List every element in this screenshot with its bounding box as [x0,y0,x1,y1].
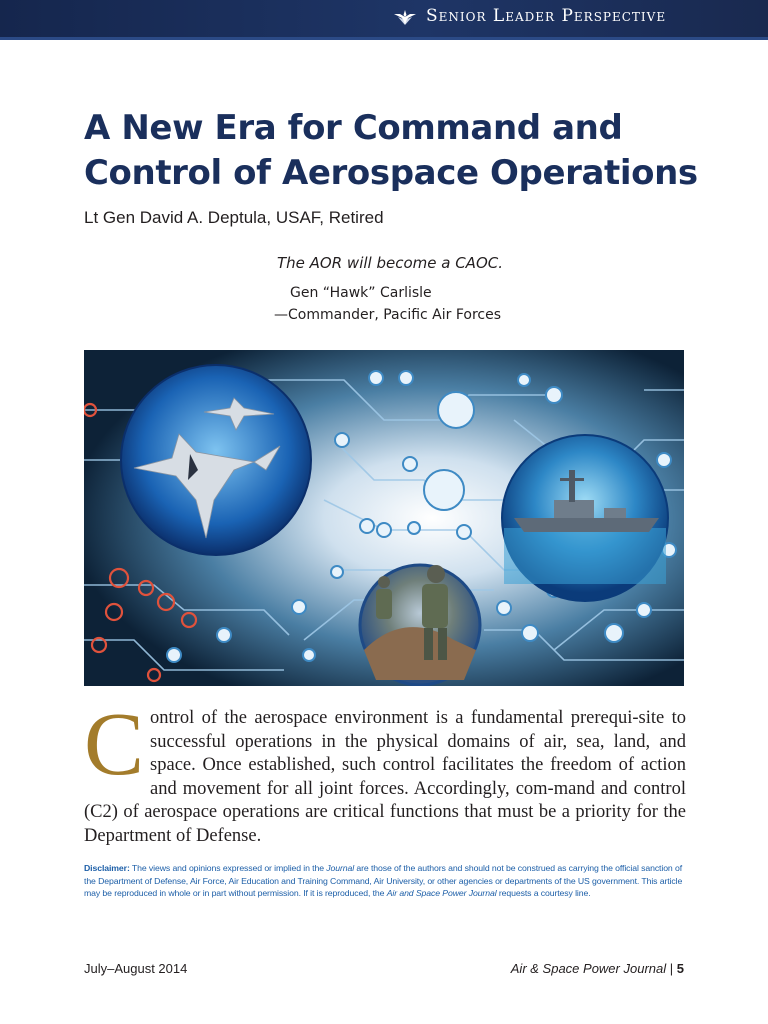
author-byline: Lt Gen David A. Deptula, USAF, Retired [84,208,384,227]
usaf-hap-arnold-wings-icon [393,8,417,28]
navy-destroyer-orb [502,435,668,601]
footer-issue-date: July–August 2014 [84,961,188,976]
epigraph-attribution-name: Gen “Hawk” Carlisle [290,285,432,301]
disclaimer-journal-word: Journal [326,863,355,873]
network-collage-image [84,350,684,686]
disclaimer-journal-name: Air and Space Power Journal [386,888,497,899]
disclaimer-text-3: requests a courtesy line. [498,888,591,899]
hero-illustration [84,350,684,686]
article-title-line-1: A New Era for Command and [84,108,623,148]
fighter-jets-orb [121,365,311,555]
disclaimer-text-1: The views and opinions expressed or implied in the [131,863,324,873]
epigraph-quote: The AOR will become a CAOC. [277,254,503,272]
disclaimer [84,862,686,900]
article-title-line-2: Control of Aerospace Operations [84,153,698,193]
page-number: 5 [676,961,684,976]
footer-journal-name: Air & Space Power Journal [510,961,667,976]
article-title [84,106,724,196]
footer-separator: | [669,961,674,976]
banner-divider [0,37,768,40]
opening-paragraph [84,695,686,848]
opening-paragraph-text: ontrol of the aerospace environment is a fundamental prerequi-site to successful operations in the physical domains of air, sea, land, and space. Once established, such control facilitates the freedom of action and movement for all joint forces. Accordingly, com-mand and control (C2) of aerospace operations are critical functions that must be a priority for the Department of Defense. [84,708,686,846]
ground-soldiers-orb [360,565,480,685]
disclaimer-label: Disclaimer: [84,863,130,873]
footer-journal-info [511,961,684,976]
section-banner [0,0,768,37]
epigraph-attribution-title: —Commander, Pacific Air Forces [274,307,502,323]
section-label: Senior Leader Perspective [426,6,667,26]
drop-cap: C [84,695,145,794]
disclaimer-text-2: are those of the authors and should not be construed as carrying the official sanction of the Department of Defense, Air Force, Air Education and Training Command, Air University, or other agencies or departments of the US government. This article may be reproduced in whole or in part without permission. If it is reproduced, the [84,863,683,899]
